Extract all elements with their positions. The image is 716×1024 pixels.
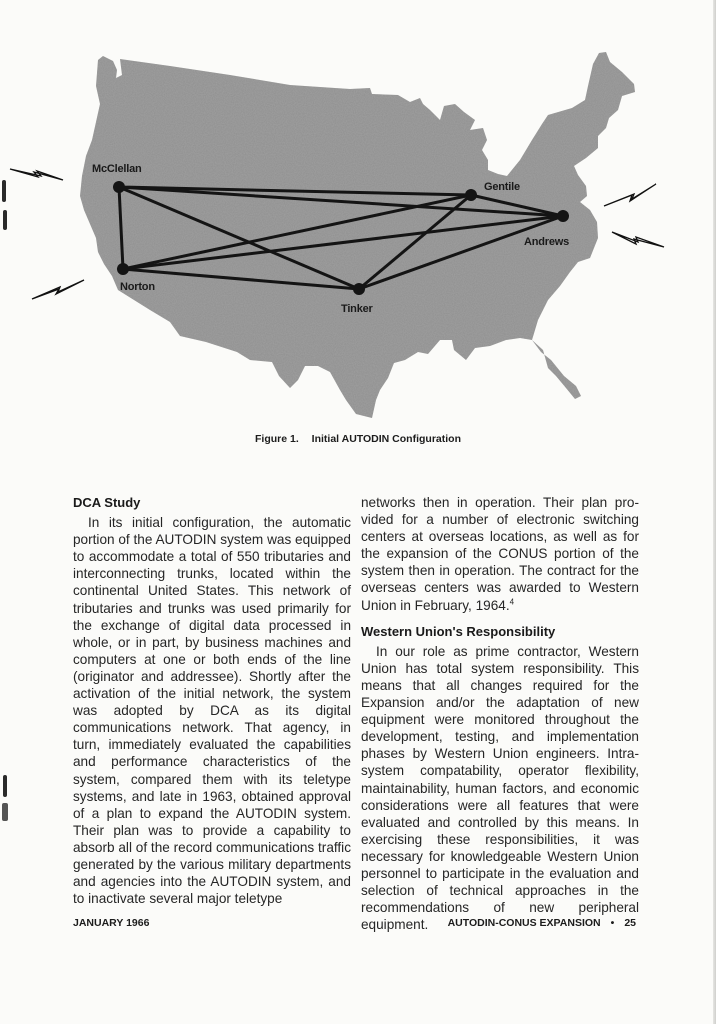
node-andrews <box>557 210 569 222</box>
section-heading-dca-study: DCA Study <box>73 495 141 510</box>
footer-date: JANUARY 1966 <box>73 917 150 929</box>
figure-title: Initial AUTODIN Configuration <box>311 433 461 445</box>
figure-caption <box>0 433 716 445</box>
binder-mark <box>2 803 8 821</box>
node-tinker <box>353 283 365 295</box>
body-paragraph: In our role as prime contractor, Western Union has total system responsibility. This means that all changes required for the Expansion and/or the adaptation of new equipment were monitored throughout the development, testing, and implementation phases by Western Union engineers. Intra-system compatability, operator flexibility, maintainability, human factors, and economic considerations were all features that were evaluated and controlled by this means. In exercising these responsibilities, it was necessary for knowledgeable Western Union personnel to participate in the evaluation and selection of technical approaches in the recommendations of new peripheral equipment. <box>361 643 639 933</box>
us-map-shape <box>80 52 635 418</box>
node-gentile <box>465 189 477 201</box>
left-column <box>73 494 351 907</box>
lightning-bolt-icon <box>604 184 656 206</box>
node-label-mcclellan: McClellan <box>92 163 142 175</box>
node-mcclellan <box>113 181 125 193</box>
node-norton <box>117 263 129 275</box>
section-heading-western-union: Western Union's Responsibility <box>361 623 556 639</box>
body-paragraph-continuation <box>361 494 639 614</box>
lightning-bolt-icon <box>612 232 664 247</box>
continuation-text: networks then in operation. Their plan provided for a number of electronic switching centers at overseas locations, as well as for the expansion of the CONUS portion of the system then in operation. The contract for the overseas centers was awarded to Western Union in February, 1964. <box>361 495 639 613</box>
lightning-bolt-icon <box>10 169 63 180</box>
node-label-gentile: Gentile <box>484 181 520 193</box>
body-paragraph: In its initial configuration, the automatic portion of the AUTODIN system was equipped to accommodate a total of 550 tributaries and interconnecting trunks, located within the continental United States. This network of tributaries and trunks was used primarily for the exchange of digital data processed in whole, or in part, by business machines and computers at one or both ends of the line (originator and addressee). Shortly after the activation of the initial network, the system was adopted by DCA as its digital communications network. That agency, in turn, immediately evaluated the capabilities and performance characteristics of the system, compared them with its teletype systems, and late in 1963, obtained approval of a plan to expand the AUTODIN system. Their plan was to provide a capability to absorb all of the record communications traffic generated by the various military departments and agencies into the AUTODIN system, and to inactivate several major teletype <box>73 515 351 907</box>
footnote-reference[interactable]: 4 <box>509 597 515 607</box>
autodin-network-map <box>0 0 716 430</box>
running-title: AUTODIN-CONUS EXPANSION <box>447 917 601 929</box>
page-number: 25 <box>624 917 636 929</box>
footer-separator: • <box>610 917 615 929</box>
node-label-andrews: Andrews <box>524 236 570 248</box>
figure-number: Figure 1. <box>254 433 299 445</box>
lightning-bolt-icon <box>32 280 84 299</box>
binder-mark <box>3 775 7 797</box>
node-label-norton: Norton <box>120 281 155 293</box>
footer-running-title <box>448 917 636 929</box>
right-column <box>361 494 639 933</box>
node-label-tinker: Tinker <box>341 303 373 315</box>
